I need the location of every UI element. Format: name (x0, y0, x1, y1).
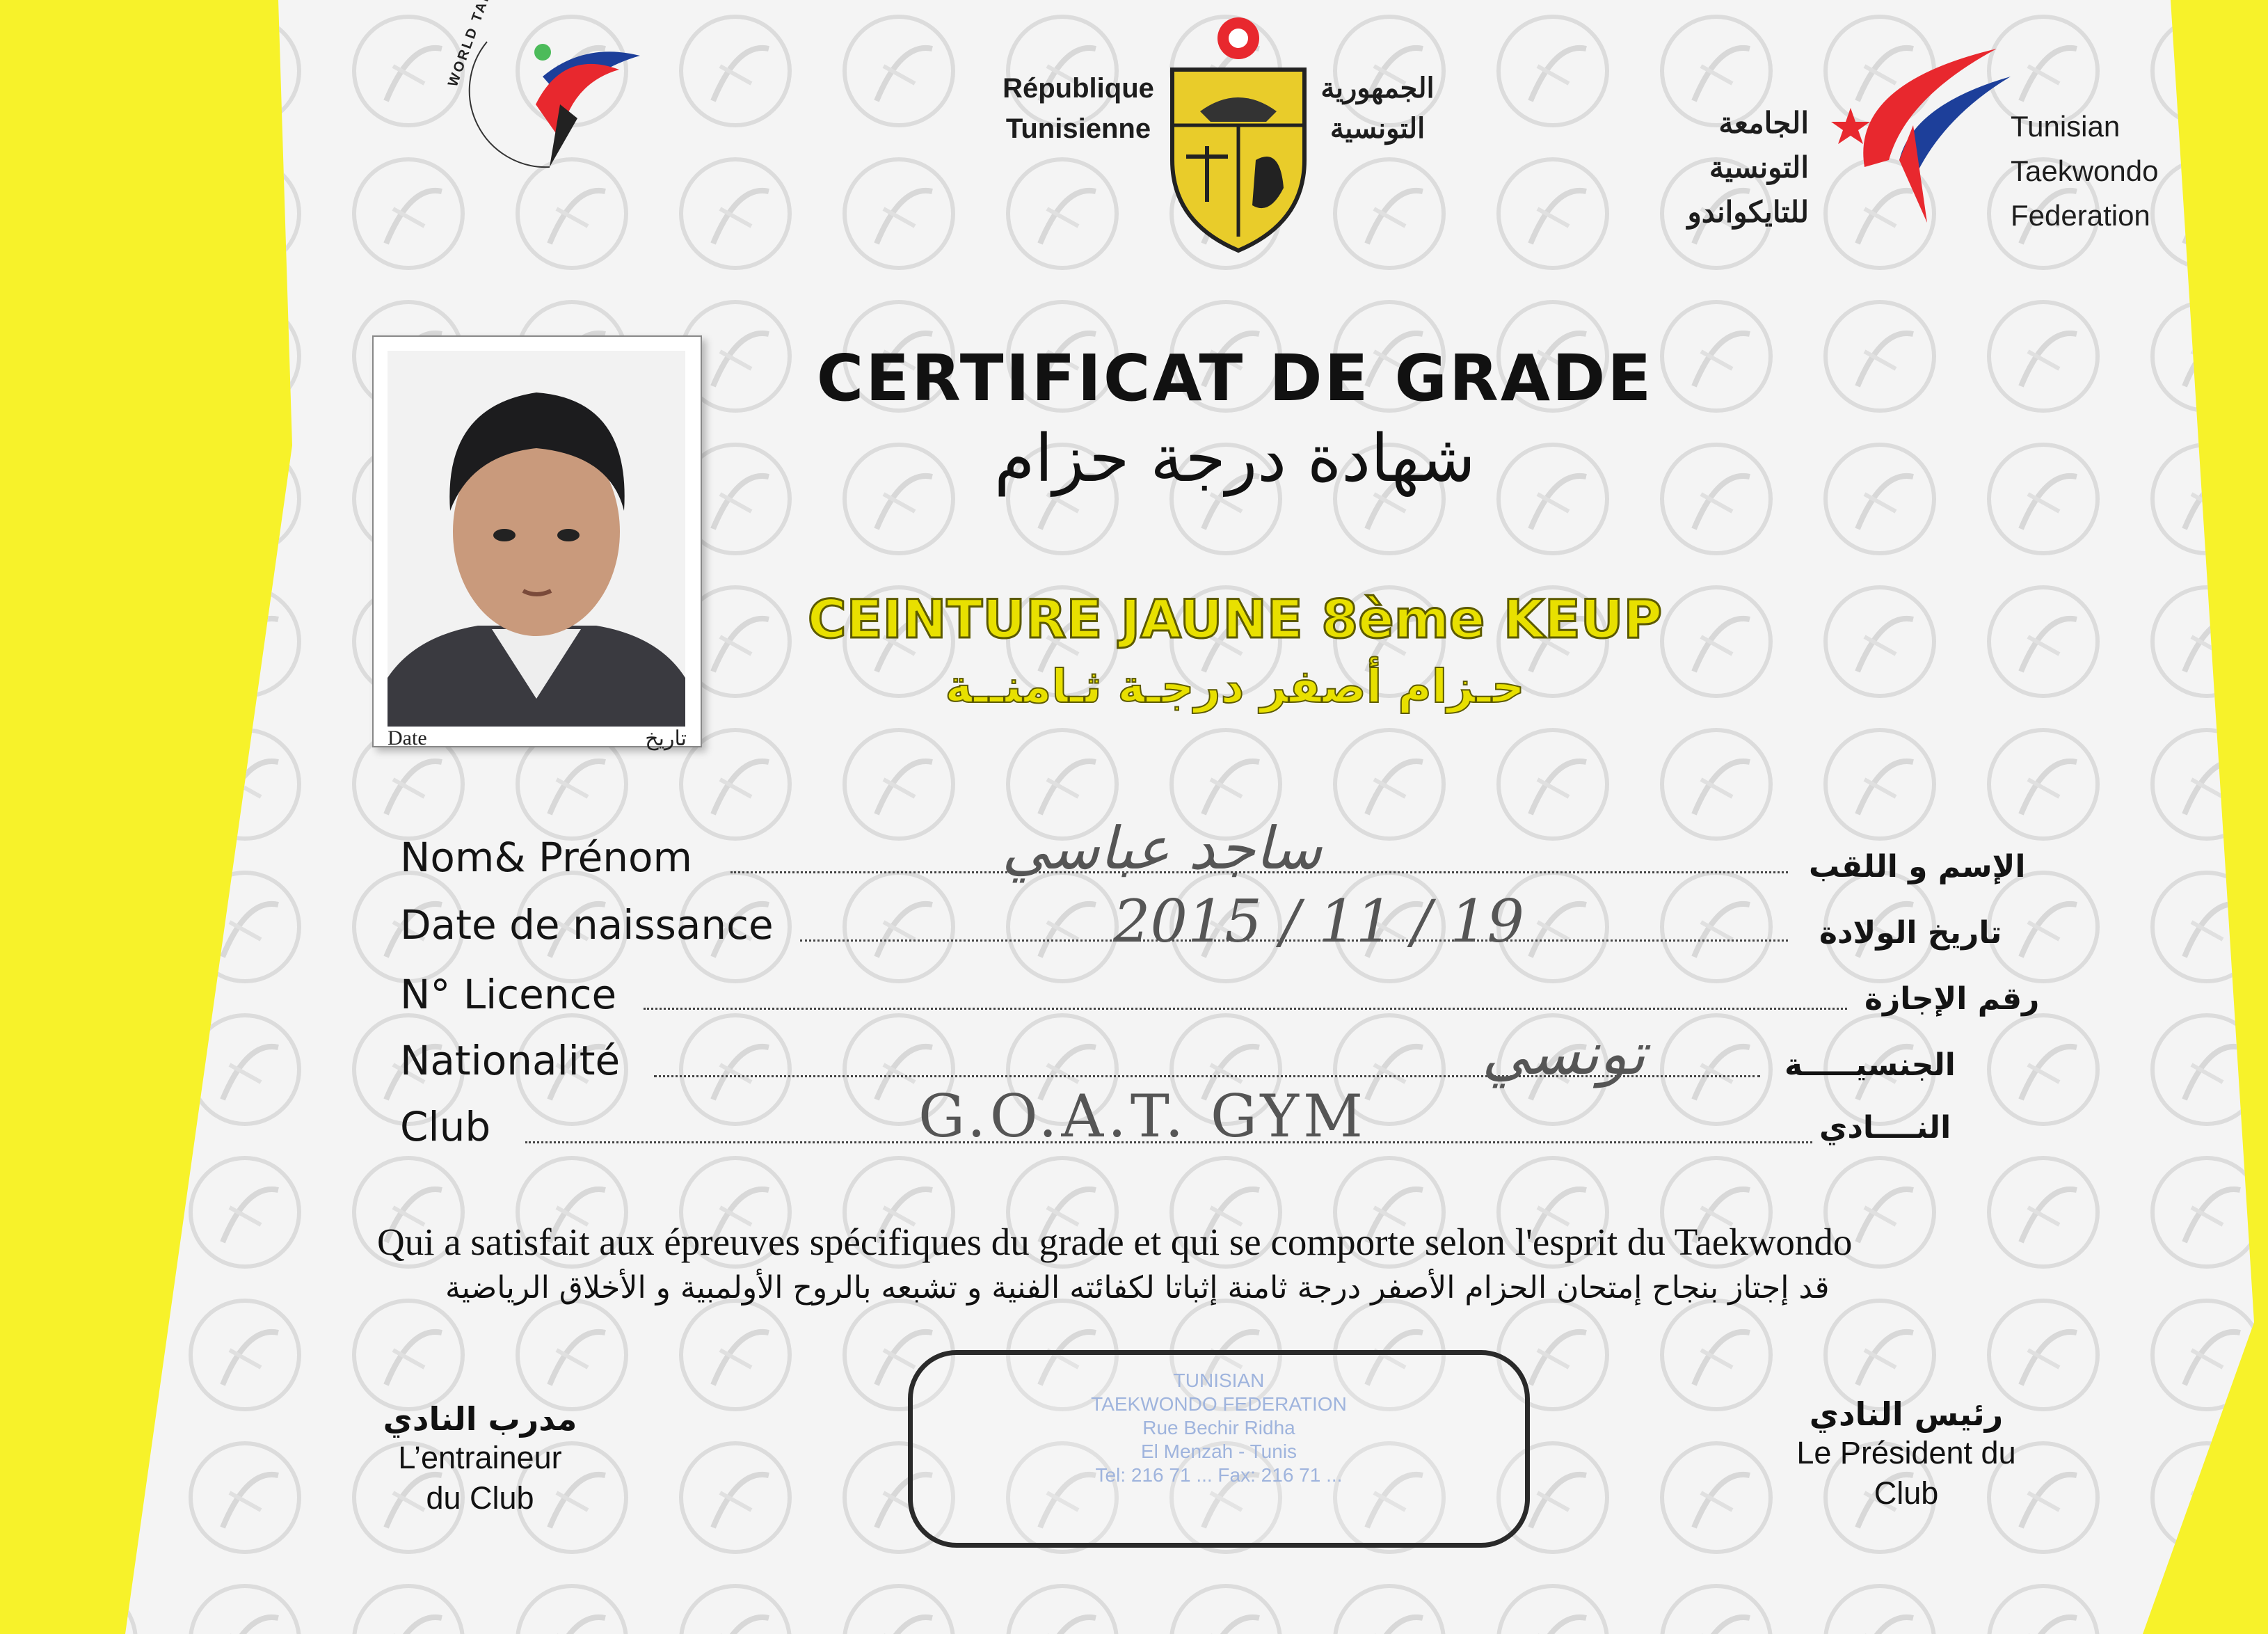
field-club-value: G.O.A.T. GYM (918, 1082, 1367, 1150)
field-name-label-fr: Nom& Prénom (400, 834, 692, 881)
world-taekwondo-logo (445, 0, 710, 174)
coach-label-ar: مدرب النادي (383, 1400, 577, 1438)
field-name-label-ar: الإسم و اللقب (1809, 849, 2026, 885)
field-licence-label-ar: رقم الإجازة (1864, 981, 2040, 1017)
coach-label-fr-line2: du Club (426, 1480, 534, 1516)
stamp-line4: El Menzah - Tunis (1140, 1441, 1297, 1462)
field-licence-line (644, 1008, 1847, 1010)
stamp-text (913, 1369, 1525, 1487)
field-birthdate-label-fr: Date de naissance (400, 901, 774, 949)
photo-date-label-ar: تاريخ (645, 727, 687, 750)
coach-signature-block (341, 1400, 619, 1518)
student-photo (372, 335, 702, 750)
statement-ar: قد إجتاز بنجاح إمتحان الحزام الأصفر درجة ثامنة إثباتا لكفائته الفنية و تشبعه بالروح الأولمبية و الأخلاق الرياضية (445, 1270, 1830, 1306)
federation-stamp (908, 1350, 1530, 1548)
stamp-line1: TUNISIAN (1173, 1370, 1265, 1391)
president-label-fr-line1: Le Président du (1796, 1435, 2016, 1470)
certificate-title-fr: CERTIFICAT DE GRADE (816, 341, 1654, 415)
statement-fr: Qui a satisfait aux épreuves spécifiques du grade et qui se comporte selon l'esprit du Taekwondo (377, 1221, 1853, 1263)
field-club-label-ar: النــــادي (1819, 1110, 1951, 1145)
stamp-line5: Tel: 216 71 ... Fax: 216 71 ... (1095, 1464, 1343, 1486)
federation-en (2011, 104, 2205, 238)
federation-ar-line1: الجامعة (1718, 106, 1809, 139)
republic-ar-line1: الجمهورية (1320, 73, 1435, 104)
field-name-value: ساجد عباسي (1002, 814, 1323, 882)
stamp-line3: Rue Bechir Ridha (1142, 1417, 1295, 1438)
certificate-title-ar: شهادة درجة حزام (994, 421, 1476, 497)
field-birthdate-value: 2015 / 11 / 19 (1113, 887, 1524, 955)
stamp-line2: TAEKWONDO FEDERATION (1091, 1393, 1347, 1415)
president-label-fr-line2: Club (1874, 1475, 1939, 1511)
president-signature-block (1760, 1395, 2052, 1514)
federation-en-line2: Taekwondo (2011, 154, 2159, 187)
federation-en-line1: Tunisian (2011, 110, 2121, 143)
field-licence-label-fr: N° Licence (400, 971, 617, 1018)
field-nationality-label-ar: الجنسيـــــة (1784, 1047, 1956, 1083)
federation-ar (1628, 101, 1809, 235)
federation-logo (1823, 42, 2018, 230)
republic-fr (974, 68, 1183, 149)
grade-title-ar: حـزام أصفر درجـة ثـامنــة (945, 660, 1525, 713)
portrait-image (388, 351, 685, 727)
republic-fr-line1: République (1003, 73, 1154, 104)
photo-date-label-fr: Date (388, 727, 427, 749)
tunisia-coat-of-arms (1158, 7, 1318, 254)
republic-ar (1308, 68, 1447, 149)
field-club-label-fr: Club (400, 1103, 491, 1150)
republic-fr-line2: Tunisienne (1005, 113, 1151, 144)
republic-ar-line2: التونسية (1329, 113, 1426, 144)
federation-ar-line2: التونسية (1709, 151, 1809, 184)
federation-en-line3: Federation (2011, 199, 2150, 232)
federation-ar-line3: للتايكواندو (1687, 196, 1809, 228)
coach-label-fr-line1: L’entraineur (398, 1440, 562, 1475)
field-nationality-label-fr: Nationalité (400, 1037, 621, 1084)
field-nationality-value: تونسي (1482, 1020, 1646, 1088)
grade-title-fr: CEINTURE JAUNE 8ème KEUP (807, 588, 1663, 650)
field-birthdate-label-ar: تاريخ الولادة (1819, 915, 2002, 951)
president-label-ar: رئيس النادي (1809, 1395, 2004, 1433)
